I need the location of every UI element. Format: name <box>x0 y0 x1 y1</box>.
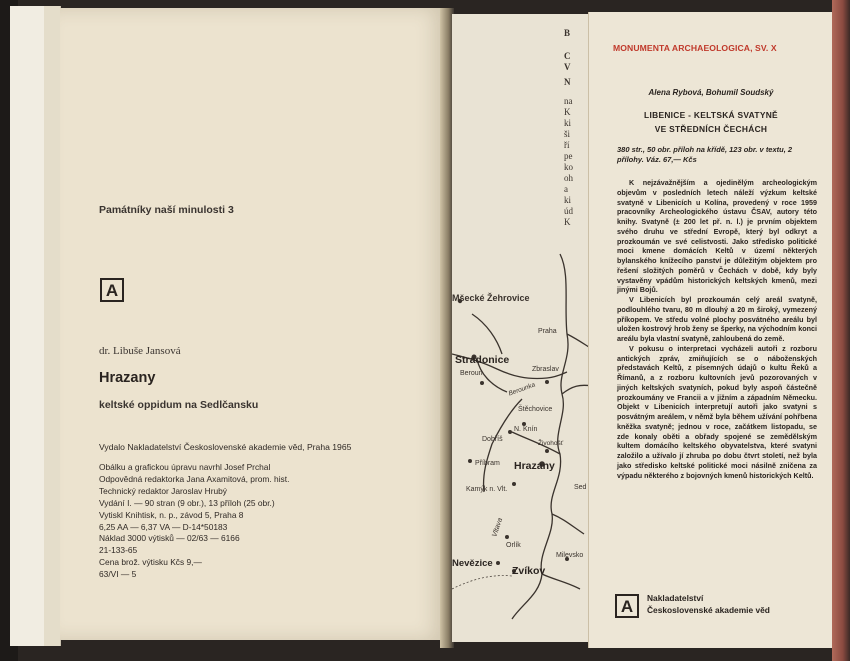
map-label-zivohost: Živohošť <box>538 440 564 447</box>
cover-top-edge <box>588 0 832 12</box>
edge-text: na <box>564 96 573 106</box>
map-label-milevsko: Milevsko <box>556 552 584 559</box>
book-title: Hrazany <box>99 370 156 386</box>
map-label-dobris: Dobříš <box>482 436 503 443</box>
cover-paragraph: V Libenicích byl prozkoumán celý areál svatyně, podlouhlého tvaru, 80 m dlouhý a 20 m široký, vymezený příkopem. Ve středu volné plochy posvátného areálu byl uložen kostrový hrob ženy se šperky, na východním konci areálu byla vlastní svatyně, zahloubená do země. <box>617 295 817 343</box>
edge-text: ši <box>564 129 571 139</box>
map-label-praha: Praha <box>538 328 557 335</box>
edge-text: N <box>564 77 571 87</box>
map-label-orlik: Orlík <box>506 542 521 549</box>
map-label-nevezice: Nevězice <box>452 558 493 569</box>
map-label-berounka: Berounka <box>507 381 537 398</box>
map-label-zvikov: Zvíkov <box>512 565 546 577</box>
cover-publisher-line2: Československé akademie věd <box>647 605 770 615</box>
imprint-line: Náklad 3000 výtisků — 02/63 — 6166 <box>99 533 240 544</box>
imprint-line: 21-133-65 <box>99 545 138 556</box>
imprint-line: Obálku a grafickou úpravu navrhl Josef Prchal <box>99 462 271 472</box>
left-page <box>60 8 448 640</box>
edge-text: pe <box>564 151 573 161</box>
cover-paragraph: K nejzávažnějším a ojedinělým archeologickým objevům v posledních letech náleží výzkum keltské svatyně v Libenicích u Kolína, provedený v roce 1959 pracovníky Archeologického ústavu ČSAV, autory této knihy. Svatyně (± 200 let př. n. l.) je prvním objektem svého druhu ve střední Evropě, který byl odkryt a prozkoumán ve své celistvosti. Jako středisko politické moci kmene domácích Keltů v území některých bylanského knížecího panství je důležitým objektem pro řešení složitých poměrů v Čechách v době, kdy byly vystavěny vpádům historických keltských kmenů, mezi jinými Bojů. <box>617 178 817 295</box>
edge-text: ko <box>564 162 573 172</box>
map-label-sed: Sed <box>574 484 587 491</box>
cover-title-line1: LIBENICE - KELTSKÁ SVATYNĚ <box>644 110 778 120</box>
edge-text: a <box>564 184 568 194</box>
imprint-line: Vytiskl Knihtisk, n. p., závod 5, Praha 8 <box>99 509 244 520</box>
cover-title-line2: VE STŘEDNÍCH ČECHÁCH <box>654 124 768 134</box>
imprint-line: 6,25 AA — 6,37 VA — D-14*50183 <box>99 521 228 532</box>
river-map <box>452 14 592 642</box>
map-page <box>452 14 592 642</box>
map-label-pribram: Příbram <box>475 460 500 467</box>
imprint-line: Odpovědná redaktorka Jana Axamitová, prom. hist. <box>99 473 290 484</box>
edge-text: V <box>564 62 571 72</box>
map-label-msecke-zehrovice: Mšecké Žehrovice <box>452 293 530 303</box>
edge-text: oh <box>564 173 573 183</box>
cover-specs: 380 str., 50 obr. příloh na křídě, 123 obr. v textu, 2 přílohy. Váz. 67,— Kčs <box>617 145 793 164</box>
map-label-zbraslav: Zbraslav <box>532 366 559 373</box>
academia-logo-cover <box>615 594 639 618</box>
imprint-block <box>99 462 289 581</box>
map-label-stradonice: Stradonice <box>455 354 510 366</box>
publisher-line: Vydalo Nakladatelství Československé akademie věd, Praha 1965 <box>99 442 352 452</box>
author-name: dr. Libuše Jansová <box>99 345 181 357</box>
map-label-vltava: Vltava <box>491 517 505 538</box>
logo-letter: A <box>105 280 119 300</box>
map-label-kamyk: Kamýk n. Vlt. <box>466 486 508 493</box>
cover-authors: Alena Rybová, Bohumil Soudský <box>648 88 774 97</box>
left-sliver-shade <box>44 6 60 646</box>
map-label-n-knin: N. Knín <box>514 426 538 433</box>
book-subtitle: keltské oppidum na Sedlčansku <box>99 399 259 411</box>
cover-description <box>617 178 817 480</box>
series-title: Památníky naší minulosti 3 <box>99 204 234 216</box>
edge-text: C <box>564 51 571 61</box>
academia-logo <box>100 278 124 302</box>
cover-right-edge <box>832 0 850 661</box>
edge-text: úd <box>564 206 573 216</box>
map-label-beroun: Beroun <box>460 370 483 377</box>
cover-paragraph: V pokusu o interpretaci vycházeli autoři z rozboru antických zpráv, zmiňujících se o náboženských představách Keltů, z písemných údajů o kultu Řeků a Římanů, a z rozboru kultovních jevů pozorovaných v jiných keltských svatyních, pokud byly aspoň částečně prozkoumány ve Francii a v jižním a západním Německu. Objekt v Libenicích interpretují autoři jako svatyni s posvátným areálem, v němž byla během užívání pohřbena kněžka svatyně; jednou v roce, začátkem listopadu, se zde konaly oběti a obřady spojené se zemědělským kultem domácího keltského obyvatelstva, které svatyni založilo a užívalo jí zhruba po dobu čtvrt století, než byla jako středisko keltské politické moci násilně zničena za výpadu některého z bojovných kmenů historických Keltů. <box>617 343 817 480</box>
logo-letter: A <box>620 596 634 616</box>
edge-text: ki <box>564 118 572 128</box>
cover-publisher-line1: Nakladatelství <box>647 593 704 603</box>
cover-series: MONUMENTA ARCHAEOLOGICA, SV. X <box>613 43 777 53</box>
edge-text: ki <box>564 195 572 205</box>
imprint-line: Technický redaktor Jaroslav Hrubý <box>99 485 227 496</box>
imprint-line: Vydání I. — 90 stran (9 obr.), 13 příloh (25 obr.) <box>99 497 275 508</box>
imprint-line: 63/VI — 5 <box>99 569 137 580</box>
edge-text: ří <box>564 140 570 150</box>
imprint-line: Cena brož. výtisku Kčs 9,— <box>99 557 202 568</box>
map-label-stechovice: Štěchovice <box>518 406 553 413</box>
edge-text: K <box>564 107 571 117</box>
back-cover <box>588 12 833 648</box>
edge-text: K <box>564 217 571 227</box>
edge-text: B <box>564 28 571 38</box>
map-label-hrazany: Hrazany <box>514 460 555 472</box>
